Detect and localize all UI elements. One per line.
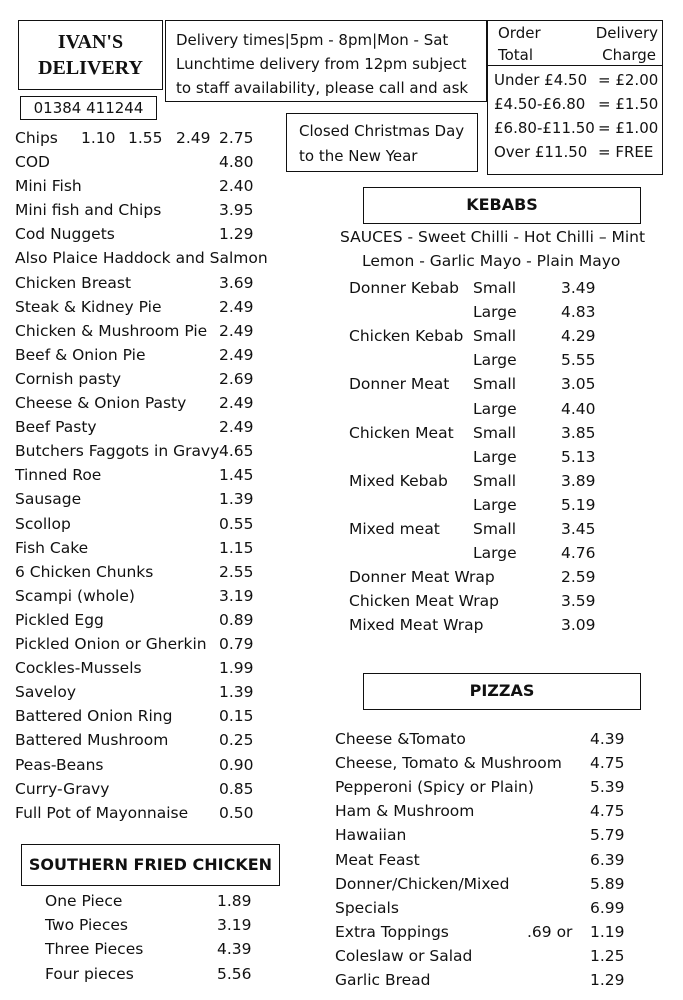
menu-item-name: Beef Pasty	[15, 418, 97, 437]
kebab-item-price: 4.83	[561, 303, 596, 322]
shop-title	[18, 20, 163, 90]
kebab-item-price: 5.55	[561, 351, 596, 370]
kebab-sauces-line: SAUCES - Sweet Chilli - Hot Chilli – Mint	[340, 228, 646, 246]
charge-amount: = £2.00	[598, 71, 659, 89]
menu-item-name: Steak & Kidney Pie	[15, 297, 162, 316]
pizza-item-name: Ham & Mushroom	[335, 802, 475, 821]
menu-item-price: 0.55	[219, 514, 254, 533]
menu-item-name: Saveloy	[15, 683, 77, 702]
charge-amount: = £1.50	[598, 95, 659, 113]
kebab-item-name: Mixed Meat Wrap	[349, 616, 484, 635]
pizza-item-price: 1.19	[590, 922, 625, 941]
pizza-item-price: 5.89	[590, 874, 625, 893]
kebab-item-size: Large	[473, 351, 517, 370]
menu-item-price: 2.69	[219, 369, 254, 388]
closed-line: to the New Year	[299, 147, 418, 165]
pizza-item-price: 5.79	[590, 826, 625, 845]
kebab-item-size: Small	[473, 520, 517, 538]
menu-item-name: Chicken Breast	[15, 273, 132, 292]
menu-item-price: 0.90	[219, 755, 254, 774]
charge-amount: = £1.00	[598, 119, 659, 137]
menu-item-name: Beef & Onion Pie	[15, 345, 146, 364]
kebab-item-price: 3.45	[561, 520, 596, 538]
sfc-item-price: 5.56	[217, 964, 252, 983]
kebab-item-name: Donner Meat	[349, 375, 450, 394]
chips-price: 2.75	[219, 129, 254, 147]
menu-item-price: 3.95	[219, 201, 254, 220]
pizza-item-price: 4.39	[590, 730, 625, 748]
menu-item-name: Cornish pasty	[15, 369, 122, 388]
delivery-times-box	[165, 20, 487, 102]
charge-row	[488, 116, 662, 140]
sfc-item-price: 4.39	[217, 940, 252, 959]
menu-item-name: Cheese & Onion Pasty	[15, 394, 187, 412]
pizza-item-name: Pepperoni (Spicy or Plain)	[335, 778, 534, 797]
kebab-item-price: 4.76	[561, 544, 596, 563]
menu-item-price: 4.80	[219, 153, 254, 171]
kebab-item-price: 4.29	[561, 327, 596, 346]
chips-price: 1.55	[128, 129, 163, 147]
closed-line: Closed Christmas Day	[299, 122, 465, 140]
pizza-item-name: Hawaiian	[335, 826, 407, 845]
menu-item-name: Battered Onion Ring	[15, 707, 173, 726]
pizza-item-price: 1.25	[590, 946, 625, 965]
menu-item-name: Peas-Beans	[15, 755, 104, 774]
menu-item-name: Pickled Onion or Gherkin	[15, 635, 207, 653]
menu-item-price: 0.15	[219, 707, 254, 726]
pizzas-section-title: PIZZAS	[363, 673, 641, 710]
kebab-item-price: 3.59	[561, 592, 596, 611]
pizza-item-extra: .69 or	[527, 922, 573, 941]
charge-header: Charge	[602, 46, 656, 64]
menu-item-name: Butchers Faggots in Gravy	[15, 442, 220, 461]
menu-item-price: 2.49	[219, 321, 254, 340]
sfc-item-price: 1.89	[217, 892, 252, 910]
menu-item-name: Chicken & Mushroom Pie	[15, 321, 208, 340]
menu-item-price: 0.79	[219, 635, 254, 653]
sfc-item-name: Two Pieces	[45, 916, 128, 935]
delivery-charge-header	[488, 21, 662, 66]
kebab-item-price: 3.05	[561, 375, 596, 394]
menu-item-price: 1.39	[219, 490, 254, 509]
menu-item-price: 2.49	[219, 394, 254, 412]
pizza-item-name: Donner/Chicken/Mixed	[335, 874, 510, 893]
kebab-item-name: Chicken Meat Wrap	[349, 592, 499, 611]
menu-item-name: COD	[15, 153, 50, 171]
pizza-item-name: Meat Feast	[335, 850, 420, 869]
sfc-item-price: 3.19	[217, 916, 252, 935]
delivery-charge-table	[487, 20, 663, 175]
sfc-item-name: Three Pieces	[45, 940, 144, 959]
pizza-item-price: 5.39	[590, 778, 625, 797]
kebab-item-size: Large	[473, 399, 517, 418]
kebab-item-name: Mixed meat	[349, 520, 440, 538]
menu-item-name: Scampi (whole)	[15, 586, 135, 605]
kebab-item-size: Large	[473, 447, 517, 466]
menu-item-name: Cod Nuggets	[15, 225, 115, 244]
menu-item-price: 3.69	[219, 273, 254, 292]
menu-item-price: 0.50	[219, 803, 254, 822]
pizza-item-price: 4.75	[590, 754, 625, 773]
menu-item-name: Scollop	[15, 514, 71, 533]
kebab-sauces-line: Lemon - Garlic Mayo - Plain Mayo	[362, 252, 621, 270]
menu-item-price: 0.25	[219, 731, 254, 750]
kebabs-section-title: KEBABS	[363, 187, 641, 224]
menu-item-name: Mini fish and Chips	[15, 201, 162, 220]
menu-item-price: 0.89	[219, 610, 254, 629]
pizza-item-price: 6.39	[590, 850, 625, 869]
menu-item-price: 1.39	[219, 683, 254, 702]
delivery-charge-rows	[488, 66, 662, 164]
menu-item-price: 2.49	[219, 345, 254, 364]
kebab-item-price: 3.89	[561, 471, 596, 490]
charge-header: Delivery	[595, 24, 658, 42]
delivery-line: to staff availability, please call and ask	[176, 79, 469, 97]
kebab-item-price: 4.40	[561, 399, 596, 418]
charge-amount: = FREE	[598, 143, 654, 161]
charge-order: Over £11.50	[494, 143, 588, 161]
kebab-item-name: Mixed Kebab	[349, 471, 448, 490]
charge-order: £6.80-£11.50	[494, 119, 595, 137]
chips-price: 2.49	[176, 129, 211, 147]
menu-item-price: 1.99	[219, 659, 254, 678]
menu-item-price: 4.65	[219, 442, 254, 461]
chips-price: 1.10	[81, 129, 116, 147]
kebab-item-price: 5.19	[561, 495, 596, 514]
kebab-item-size: Large	[473, 544, 517, 563]
closed-notice	[286, 113, 478, 172]
pizza-item-name: Cheese &Tomato	[335, 730, 466, 748]
menu-item-name: Full Pot of Mayonnaise	[15, 803, 189, 822]
menu-item-name: Curry-Gravy	[15, 779, 110, 798]
menu-item-name: Mini Fish	[15, 177, 82, 196]
order-header: Total	[498, 46, 534, 64]
delivery-line: Delivery times|5pm - 8pm|Mon - Sat	[176, 31, 449, 49]
menu-item-name: Fish Cake	[15, 538, 89, 557]
chips-label: Chips	[15, 129, 58, 147]
kebab-item-size: Small	[473, 471, 517, 490]
pizza-item-price: 4.75	[590, 802, 625, 821]
pizza-item-name: Garlic Bread	[335, 971, 431, 989]
kebab-item-name: Chicken Kebab	[349, 327, 464, 346]
kebab-item-size: Large	[473, 303, 517, 322]
kebab-item-size: Small	[473, 375, 517, 394]
shop-title-line1: IVAN'S	[57, 31, 124, 53]
menu-item-name: Sausage	[15, 490, 82, 509]
menu-item-price: 2.49	[219, 297, 254, 316]
menu-item-price: 1.45	[219, 466, 254, 485]
menu-item-name: Tinned Roe	[15, 466, 102, 485]
kebab-item-name: Donner Kebab	[349, 279, 460, 297]
sfc-item-name: One Piece	[45, 892, 123, 910]
charge-order: £4.50-£6.80	[494, 95, 586, 113]
order-header: Order	[498, 24, 541, 42]
menu-item-name: 6 Chicken Chunks	[15, 562, 154, 581]
menu-item-price: 0.85	[219, 779, 254, 798]
delivery-line: Lunchtime delivery from 12pm subject	[176, 55, 467, 73]
menu-item-price: 2.40	[219, 177, 254, 196]
menu-item-name: Battered Mushroom	[15, 731, 169, 750]
pizza-item-price: 1.29	[590, 971, 625, 989]
menu-item-price: 2.49	[219, 418, 254, 437]
kebab-item-price: 3.85	[561, 423, 596, 442]
pizza-item-name: Specials	[335, 898, 399, 917]
pizza-item-name: Coleslaw or Salad	[335, 946, 473, 965]
shop-title-line2: DELIVERY	[38, 57, 143, 79]
kebab-item-price: 2.59	[561, 568, 596, 587]
pizza-item-name: Cheese, Tomato & Mushroom	[335, 754, 562, 773]
sfc-section-title: SOUTHERN FRIED CHICKEN	[21, 844, 280, 886]
menu-item-price: 3.19	[219, 586, 254, 605]
kebab-item-size: Small	[473, 327, 517, 346]
menu-item-name: Also Plaice Haddock and Salmon	[15, 249, 268, 268]
charge-row	[488, 68, 662, 92]
menu-item-name: Cockles-Mussels	[15, 659, 142, 678]
kebab-item-price: 3.09	[561, 616, 596, 635]
kebab-item-price: 3.49	[561, 279, 596, 297]
kebab-item-size: Small	[473, 423, 517, 442]
menu-item-price: 2.55	[219, 562, 254, 581]
kebab-item-size: Small	[473, 279, 517, 297]
pizza-item-price: 6.99	[590, 898, 625, 917]
pizza-item-name: Extra Toppings	[335, 922, 449, 941]
menu-item-price: 1.29	[219, 225, 254, 244]
chips-row	[15, 126, 275, 150]
sfc-item-name: Four pieces	[45, 964, 134, 983]
charge-row	[488, 92, 662, 116]
phone-number[interactable]: 01384 411244	[20, 96, 157, 120]
kebab-item-name: Donner Meat Wrap	[349, 568, 495, 587]
kebab-item-size: Large	[473, 495, 517, 514]
menu-item-price: 1.15	[219, 538, 254, 557]
kebab-item-price: 5.13	[561, 447, 596, 466]
kebab-item-name: Chicken Meat	[349, 423, 454, 442]
menu-item-name: Pickled Egg	[15, 610, 104, 629]
charge-row	[488, 140, 662, 164]
charge-order: Under £4.50	[494, 71, 588, 89]
